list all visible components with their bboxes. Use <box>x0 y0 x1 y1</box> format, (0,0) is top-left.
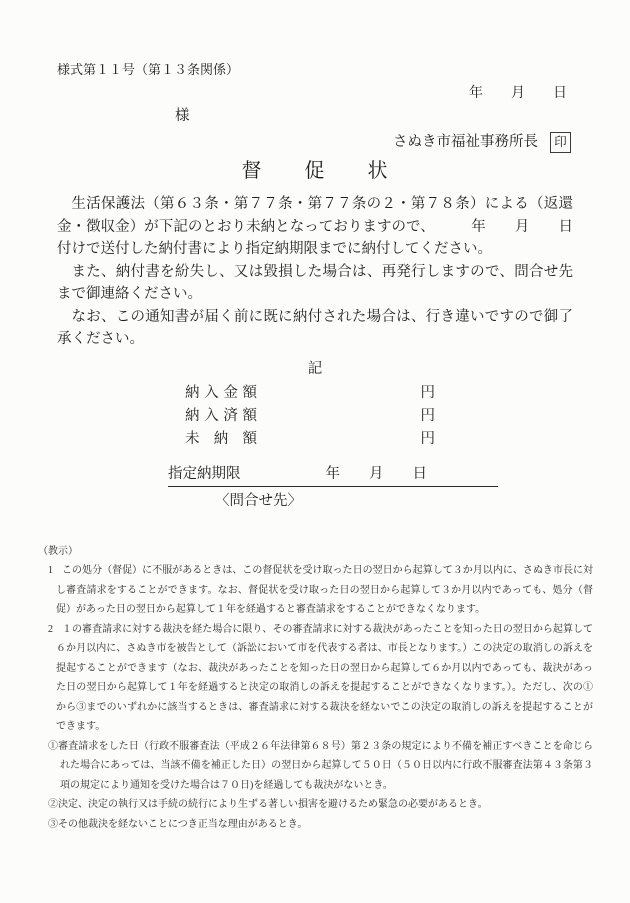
amount-label: 未納額 <box>185 430 257 447</box>
item-text: この処分（督促）に不服があるときは、この督促状を受け取った日の翌日から起算して３か月以内に、さぬき市長に対し審査請求をすることができます。なお、督促状を受け取った日の翌日から起算して３か月以内であっても、処分（督促）があった日の翌日から起算して１年を経過すると審査請求をすることができなくなります。 <box>56 565 593 615</box>
appeal-instruction-item-1 <box>38 561 593 620</box>
body-text <box>57 193 573 351</box>
document-title: 督 促 状 <box>241 160 389 182</box>
deadline-date-placeholder: 年 月 日 <box>325 465 427 482</box>
record-heading: 記 <box>307 360 323 377</box>
amount-unit-yen: 円 <box>420 407 435 424</box>
amount-table <box>185 382 573 451</box>
item-number: 1 <box>48 565 53 576</box>
appeal-instructions <box>38 542 593 835</box>
deadline-label: 指定納期限 <box>168 465 241 482</box>
amount-unit-yen: 円 <box>420 430 435 447</box>
amount-row-unpaid <box>185 428 435 451</box>
designated-deadline-line <box>168 464 498 487</box>
body-paragraph: 生活保護法（第６３条・第７７条・第７７条の２・第７８条）による（返還金・徴収金）が下記のとおり未納となっておりますので、 年 月 日付けで送付した納付書により指定納期限までに納付してください。 <box>57 196 573 257</box>
amount-row-paid-due <box>185 382 435 405</box>
appeal-exception-2: ②決定、決定の執行又は手続の続行により生ずる著しい損害を避けるため緊急の必要があるとき。 <box>48 799 488 810</box>
amount-unit-yen: 円 <box>420 384 435 401</box>
item-number: 2 <box>48 623 53 635</box>
appeal-exception-3: ③その他裁決を経ないことにつき正当な理由があるとき。 <box>48 818 308 830</box>
issuer-line <box>57 131 573 153</box>
issue-date-placeholder: 年 月 日 <box>469 86 567 101</box>
amount-label: 納入済額 <box>185 407 257 424</box>
issuer-title: さぬき市福祉事務所長 <box>393 134 538 150</box>
body-paragraph: なお、この通知書が届く前に既に納付された場合は、行き違いですので御了承ください。 <box>57 308 573 347</box>
item-text: １の審査請求に対する裁決を経た場合に限り、その審査請求に対する裁決があったことを知った日の翌日から起算して６か月以内に、さぬき市を被告として（訴訟において市を代表する者は、市長となります。）この決定の取消しの訴えを提起することができます（なお、裁決があったことを知った日の翌日から起算して６か月以内であっても、裁決があった日の翌日から起算して１年を経過すると決定の取消しの訴えを提起することができなくなります。）。ただし、次の①から③までのいずれかに該当するときは、審査請求に対する裁決を経ないでこの決定の取消しの訴えを提起することができます。 <box>56 623 593 732</box>
appeal-instructions-heading: （教示） <box>38 545 78 557</box>
contact-heading: 〈問合せ先〉 <box>215 492 302 509</box>
body-paragraph: また、納付書を紛失し、又は毀損した場合は、再発行しますので、問合せ先まで御連絡ください。 <box>57 263 573 302</box>
appeal-instruction-item-2 <box>38 620 593 737</box>
amount-row-already-paid <box>185 405 435 428</box>
addressee-suffix: 様 <box>175 108 190 124</box>
form-number: 様式第１１号（第１３条関係） <box>57 62 240 77</box>
amount-label: 納入金額 <box>185 384 257 401</box>
seal-placeholder: 印 <box>550 132 571 153</box>
appeal-exception-1: ①審査請求をした日（行政不服審査法（平成２６年法律第６８号）第２３条の規定により不備を補正すべきことを命じられた場合にあっては、当該不備を補正した日）の翌日から起算して５０日（５０日以内に行政不服審査法第４３条第３項の規定により通知を受けた場合は７０日)を経過しても裁決がないとき。 <box>48 740 593 791</box>
